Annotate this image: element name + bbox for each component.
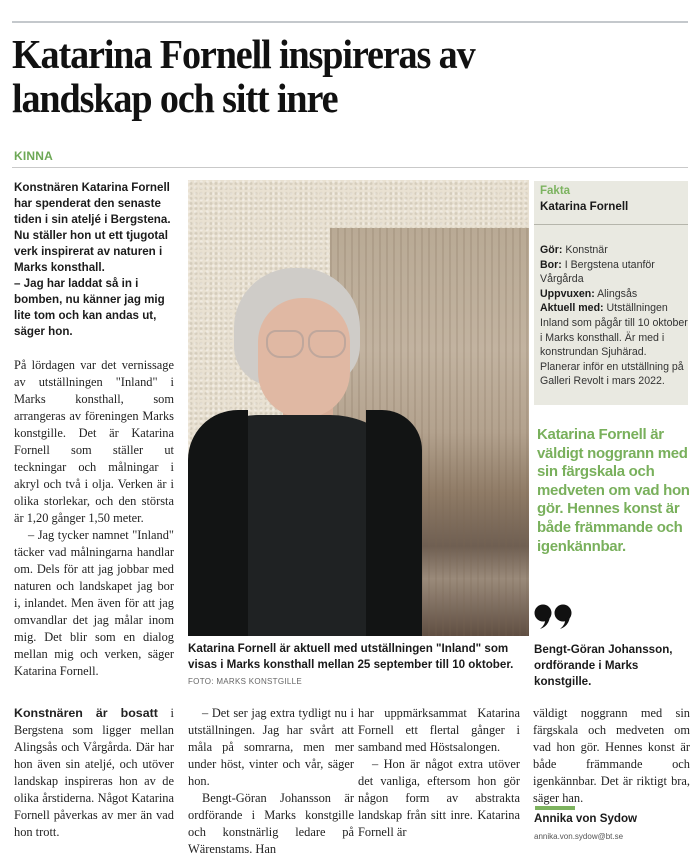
- fakta-value: I Bergstena utanför Vårgårda: [540, 258, 655, 286]
- kicker-rule: [12, 167, 688, 168]
- fakta-value: Konstnär: [562, 244, 608, 256]
- quote-source: Bengt-Göran Johansson, ordförande i Marks konstgille.: [534, 643, 673, 688]
- fakta-item: [540, 243, 688, 258]
- fakta-key: Bor:: [540, 258, 562, 271]
- body-paragraph: – Jag tycker namnet "Inland" täcker vad målningarna handlar om. Dels för att jag jobbar med naturen och landskapet jag bor i, inlandet. Men även för att jag omvandlar det jag målar inom mig. Det blir som en dialog mellan mig och verken, säger Katarina Fornell.: [14, 528, 174, 678]
- body-paragraph: väldigt noggrann med sin färgskala och medveten om vad hon gör. Hennes konst är både främmande och igenkännbar. Det är riktigt bra, säger han.: [533, 706, 690, 805]
- section-kicker: KINNA: [14, 149, 53, 163]
- fakta-key: Aktuell med:: [540, 302, 604, 315]
- fakta-label: Fakta: [540, 185, 571, 197]
- column-1: [14, 180, 174, 680]
- quote-mark-icon: [534, 594, 574, 634]
- fakta-item: [540, 287, 688, 302]
- body-paragraph: har uppmärksammat Katarina Fornell ett flertal gånger i samband med Höstsalongen.: [358, 706, 520, 754]
- column-1-lower: [14, 705, 174, 841]
- column-2-lower: [188, 705, 354, 858]
- fakta-value: Utställningen Inland som pågår till 10 oktober i Marks konsthall. Är med i konstrundan Sjuhärad. Planerar inför en utställning på Galleri Revolt i mars 2022.: [540, 302, 688, 388]
- body-paragraph: Bengt-Göran Johansson är ordförande i Marks konstgille och konstnärlig ledare på Wärenstams. Han: [188, 791, 354, 856]
- subhead-lead: Konstnären är bosatt: [14, 706, 158, 720]
- byline-accent-bar: [535, 806, 575, 810]
- byline-author: Annika von Sydow: [534, 812, 638, 825]
- fakta-box: [534, 181, 688, 405]
- body-paragraph: – Hon är något extra utöver det vanliga, eftersom hon gör någon form av abstrakta landskap från sitt inre. Katarina Fornell är: [358, 757, 520, 839]
- photo-person-face: [258, 298, 350, 418]
- article-photo: [188, 180, 529, 636]
- fakta-body: [540, 243, 688, 389]
- fakta-item: [540, 258, 688, 287]
- top-rule: [12, 21, 688, 23]
- column-4-lower: [533, 705, 690, 807]
- fakta-key: Uppvuxen:: [540, 287, 595, 300]
- headline: Katarina Fornell inspireras av landskap och sitt inre: [12, 31, 475, 121]
- pull-quote: Katarina Fornell är väldigt noggrann med sin färgskala och medveten om vad hon gör. Hennes konst är både främmande och igenkännbar.: [537, 426, 690, 555]
- column-3-lower: [358, 705, 520, 841]
- byline-email-link[interactable]: annika.von.sydow@bt.se: [534, 832, 624, 841]
- photo-person-cardigan-right: [366, 410, 422, 636]
- body-paragraph: [14, 705, 174, 841]
- fakta-value: Alingsås: [594, 287, 638, 300]
- body-text: i Bergstena som ligger mellan Alingsås och Vårgårda. Där har hon även sin ateljé, och utöver landskap inspireras hon av de olika årstiderna. Något Katarina Fornell påverkas av mer än vad hon trott.: [14, 706, 174, 839]
- quote-glyph-icon: [534, 604, 574, 630]
- fakta-key: Gör:: [540, 244, 563, 256]
- fakta-item: [540, 301, 688, 389]
- body-paragraph: – Det ser jag extra tydligt nu i utställningen. Jag har svårt att måla på somrarna, men mer under höst, vinter och vår, säger hon.: [188, 706, 354, 788]
- photo-credit: FOTO: MARKS KONSTGILLE: [188, 677, 303, 686]
- fakta-divider: [534, 224, 688, 225]
- ingress: Konstnären Katarina Fornell har spenderat den senaste tiden i sin ateljé i Bergstena. Nu ställer hon ut ett tjugotal verk inspirerat av naturen i Marks konsthall. – Jag har laddat så in i bomben, nu känner jag mig lite tom och kan andas ut, säger hon.: [14, 181, 171, 338]
- caption-text: Katarina Fornell är aktuell med utställningen "Inland" som visas i Marks konsthall mellan 25 september till 10 oktober.: [188, 642, 514, 671]
- photo-person-glasses: [266, 330, 346, 356]
- fakta-name: Katarina Fornell: [540, 200, 629, 213]
- photo-person-cardigan-left: [188, 410, 248, 636]
- body-paragraph: På lördagen var det vernissage av utställningen "Inland" i Marks konsthall, som arrangeras av föreningen Marks konstgille. Det är Katarina Fornell som ställer ut teckningar och målningar i akryl och två i olja. Verken är i olika storlekar, och den största är 1,20 gånger 1,50 meter.: [14, 358, 174, 525]
- photo-caption: [188, 641, 533, 690]
